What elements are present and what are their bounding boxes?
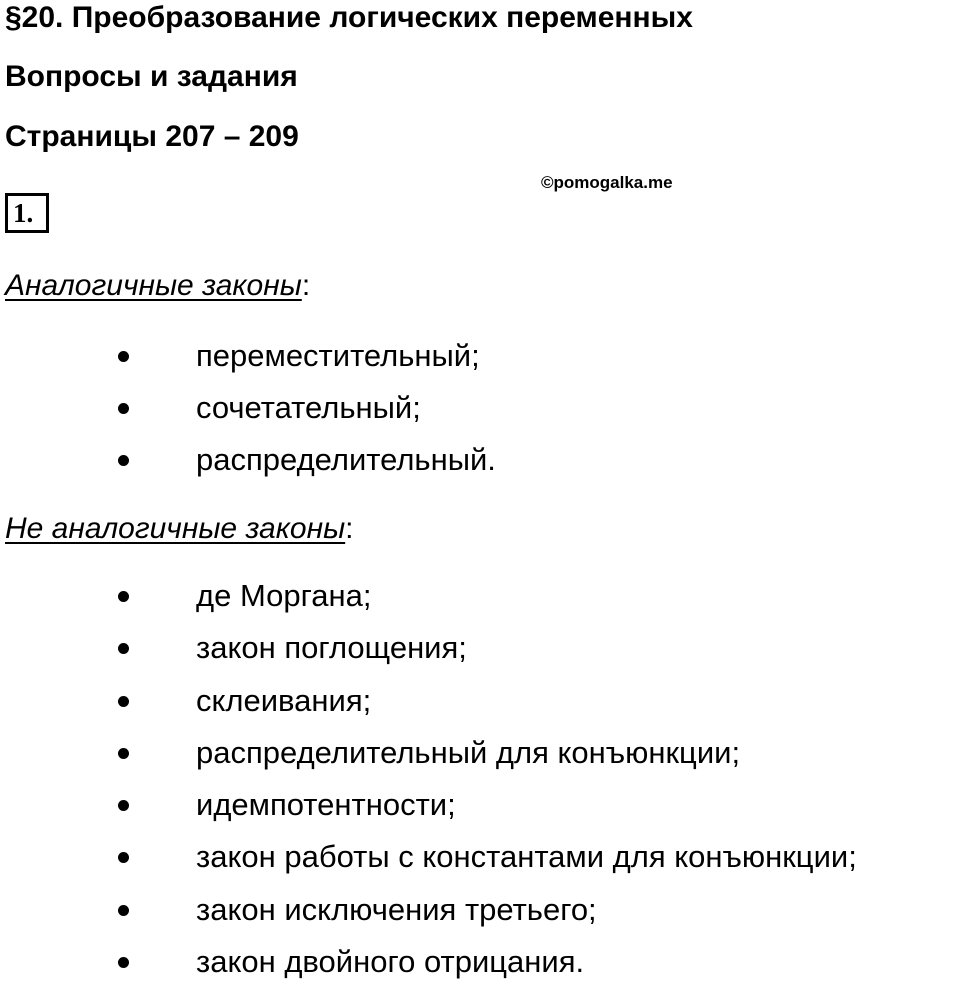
page-range: Страницы 207 – 209 bbox=[5, 120, 299, 153]
page-title: §20. Преобразование логических переменных bbox=[5, 1, 693, 34]
list-item-text: переместительный; bbox=[196, 338, 480, 373]
list-item-text: склеивания; bbox=[196, 682, 372, 718]
analogous-laws-heading bbox=[5, 268, 310, 304]
bullet-icon bbox=[118, 800, 129, 811]
bullet-icon bbox=[118, 643, 129, 654]
list-item-text: распределительный. bbox=[196, 442, 496, 477]
list-item-text: де Моргана; bbox=[196, 578, 372, 613]
bullet-icon bbox=[118, 403, 129, 414]
bullet-icon bbox=[118, 591, 129, 602]
list-item-text: идемпотентности; bbox=[196, 787, 456, 823]
list-item-text: сочетательный; bbox=[196, 390, 421, 425]
list-item-text: закон двойного отрицания. bbox=[196, 944, 585, 980]
watermark: ©pomogalka.me bbox=[541, 173, 673, 192]
list-item-text: закон поглощения; bbox=[196, 630, 467, 666]
list-item-text: закон исключения третьего; bbox=[196, 891, 597, 927]
analogous-laws-colon: : bbox=[301, 269, 311, 302]
bullet-icon bbox=[118, 957, 129, 968]
list-item-text: распределительный для конъюнкции; bbox=[196, 734, 741, 770]
bullet-icon bbox=[118, 852, 129, 863]
non-analogous-laws-colon: : bbox=[345, 512, 354, 545]
list-item-text: закон работы с константами для конъюнкции; bbox=[196, 839, 857, 875]
bullet-icon bbox=[118, 748, 129, 759]
bullet-icon bbox=[118, 696, 129, 707]
analogous-laws-label: Аналогичные законы bbox=[5, 269, 302, 302]
bullet-icon bbox=[118, 905, 129, 916]
non-analogous-laws-heading bbox=[5, 511, 354, 547]
non-analogous-laws-label: Не аналогичные законы bbox=[5, 512, 346, 545]
section-subtitle: Вопросы и задания bbox=[5, 60, 298, 93]
bullet-icon bbox=[118, 455, 129, 466]
task-number-box: 1. bbox=[5, 193, 49, 233]
bullet-icon bbox=[118, 351, 129, 362]
